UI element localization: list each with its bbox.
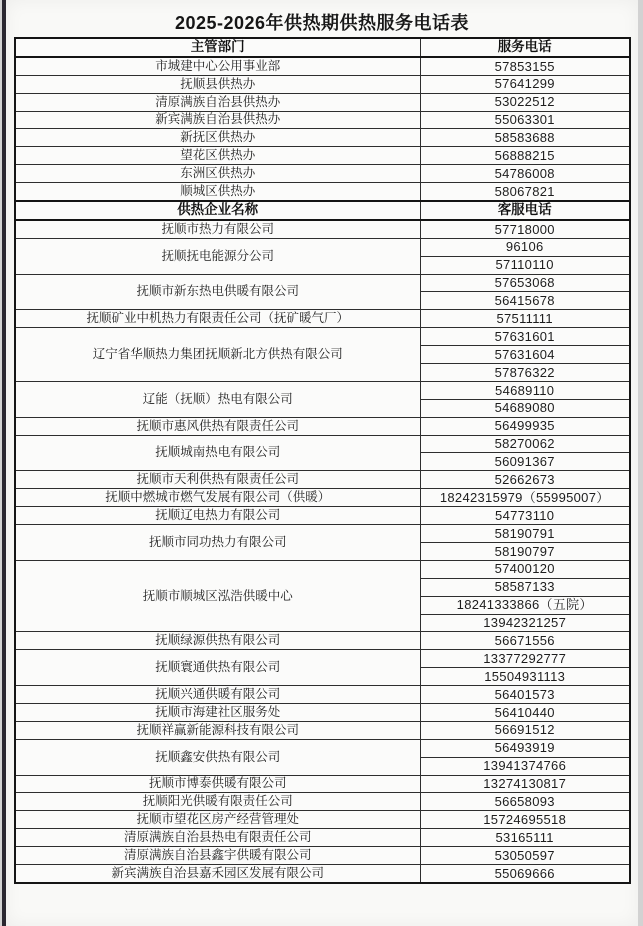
company-row — [15, 238, 630, 256]
company-phone-cell: 56415678 — [420, 292, 629, 310]
company-phone-cell: 56091367 — [420, 453, 629, 471]
company-name-cell: 清原满族自治县鑫宇供暖有限公司 — [15, 847, 421, 865]
company-name-cell: 辽宁省华顺热力集团抚顺新北方供热有限公司 — [15, 328, 421, 382]
company-phone-cell: 53050597 — [420, 847, 629, 865]
company-phone-cell: 57631601 — [420, 328, 629, 346]
department-row — [15, 165, 630, 183]
company-row — [15, 811, 630, 829]
company-name-cell: 抚顺城南热电有限公司 — [15, 435, 421, 471]
department-phone-cell: 54786008 — [420, 165, 629, 183]
department-row — [15, 183, 630, 201]
company-phone-cell: 56410440 — [420, 703, 629, 721]
company-phone-cell: 58190791 — [420, 525, 629, 543]
company-name-cell: 抚顺市惠风供热有限责任公司 — [15, 417, 421, 435]
company-name-cell: 抚顺矿业中机热力有限责任公司（抚矿暖气厂） — [15, 310, 421, 328]
company-name-cell: 抚顺市顺城区泓浩供暖中心 — [15, 560, 421, 632]
company-phone-cell: 18242315979（55995007） — [420, 489, 629, 507]
company-phone-cell: 58190797 — [420, 542, 629, 560]
company-row — [15, 381, 630, 399]
department-name-cell: 抚顺县供热办 — [15, 75, 421, 93]
company-phone-cell: 56493919 — [420, 739, 629, 757]
company-name-cell: 抚顺绿源供热有限公司 — [15, 632, 421, 650]
heating-phone-table — [14, 37, 631, 884]
company-phone-cell: 56401573 — [420, 686, 629, 704]
company-name-cell: 抚顺阳光供暖有限责任公司 — [15, 793, 421, 811]
company-section-phone-header: 客服电话 — [420, 201, 629, 220]
company-phone-cell: 57511111 — [420, 310, 629, 328]
company-phone-cell: 56658093 — [420, 793, 629, 811]
company-row — [15, 739, 630, 757]
company-row — [15, 864, 630, 882]
company-phone-cell: 57876322 — [420, 364, 629, 382]
company-phone-cell: 13942321257 — [420, 614, 629, 632]
company-row — [15, 686, 630, 704]
department-name-cell: 新宾满族自治县供热办 — [15, 111, 421, 129]
company-phone-cell: 18241333866（五院） — [420, 596, 629, 614]
department-name-cell: 清原满族自治县供热办 — [15, 93, 421, 111]
department-name-cell: 望花区供热办 — [15, 147, 421, 165]
department-phone-cell: 55063301 — [420, 111, 629, 129]
department-section-phone-header: 服务电话 — [420, 38, 629, 57]
department-phone-cell: 56888215 — [420, 147, 629, 165]
company-row — [15, 829, 630, 847]
company-row — [15, 775, 630, 793]
company-row — [15, 274, 630, 292]
company-name-cell: 抚顺中燃城市燃气发展有限公司（供暖） — [15, 489, 421, 507]
company-row — [15, 417, 630, 435]
company-name-cell: 抚顺抚电能源分公司 — [15, 238, 421, 274]
company-phone-cell: 53165111 — [420, 829, 629, 847]
company-phone-cell: 56671556 — [420, 632, 629, 650]
company-phone-cell: 57110110 — [420, 256, 629, 274]
company-row — [15, 525, 630, 543]
company-phone-cell: 54689080 — [420, 399, 629, 417]
company-row — [15, 220, 630, 238]
company-row — [15, 328, 630, 346]
company-phone-cell: 57718000 — [420, 220, 629, 238]
department-row — [15, 57, 630, 75]
company-name-cell: 抚顺市热力有限公司 — [15, 220, 421, 238]
company-phone-cell: 54689110 — [420, 381, 629, 399]
department-phone-cell: 58583688 — [420, 129, 629, 147]
company-name-cell: 抚顺鑫安供热有限公司 — [15, 739, 421, 775]
department-name-cell: 顺城区供热办 — [15, 183, 421, 201]
department-section-name-header: 主管部门 — [15, 38, 421, 57]
company-name-cell: 抚顺市海建社区服务处 — [15, 703, 421, 721]
company-phone-cell: 57400120 — [420, 560, 629, 578]
department-phone-cell: 58067821 — [420, 183, 629, 201]
department-row — [15, 93, 630, 111]
department-name-cell: 新抚区供热办 — [15, 129, 421, 147]
company-name-cell: 抚顺市新东热电供暖有限公司 — [15, 274, 421, 310]
company-name-cell: 抚顺市天利供热有限责任公司 — [15, 471, 421, 489]
company-phone-cell: 13274130817 — [420, 775, 629, 793]
company-name-cell: 抚顺市望花区房产经营管理处 — [15, 811, 421, 829]
company-section-name-header: 供热企业名称 — [15, 201, 421, 220]
company-phone-cell: 56499935 — [420, 417, 629, 435]
department-row — [15, 111, 630, 129]
document-page — [6, 0, 638, 926]
table-body — [15, 38, 630, 883]
company-section-header-row — [15, 201, 630, 220]
company-name-cell: 抚顺市博泰供暖有限公司 — [15, 775, 421, 793]
company-name-cell: 抚顺市同功热力有限公司 — [15, 525, 421, 561]
department-phone-cell: 53022512 — [420, 93, 629, 111]
company-name-cell: 抚顺兴通供暖有限公司 — [15, 686, 421, 704]
company-row — [15, 632, 630, 650]
company-phone-cell: 13941374766 — [420, 757, 629, 775]
company-name-cell: 辽能（抚顺）热电有限公司 — [15, 381, 421, 417]
company-row — [15, 507, 630, 525]
page-title: 2025-2026年供热期供热服务电话表 — [174, 13, 470, 33]
company-name-cell: 抚顺祥赢新能源科技有限公司 — [15, 721, 421, 739]
company-phone-cell: 15724695518 — [420, 811, 629, 829]
company-name-cell: 新宾满族自治县嘉禾园区发展有限公司 — [15, 864, 421, 882]
company-row — [15, 435, 630, 453]
department-name-cell: 东洲区供热办 — [15, 165, 421, 183]
company-row — [15, 793, 630, 811]
company-phone-cell: 54773110 — [420, 507, 629, 525]
company-phone-cell: 56691512 — [420, 721, 629, 739]
company-phone-cell: 15504931113 — [420, 668, 629, 686]
department-name-cell: 市城建中心公用事业部 — [15, 57, 421, 75]
department-row — [15, 147, 630, 165]
department-phone-cell: 57641299 — [420, 75, 629, 93]
company-row — [15, 703, 630, 721]
company-phone-cell: 58587133 — [420, 578, 629, 596]
company-row — [15, 560, 630, 578]
company-phone-cell: 55069666 — [420, 864, 629, 882]
company-phone-cell: 58270062 — [420, 435, 629, 453]
company-phone-cell: 52662673 — [420, 471, 629, 489]
company-phone-cell: 57631604 — [420, 346, 629, 364]
company-row — [15, 471, 630, 489]
department-phone-cell: 57853155 — [420, 57, 629, 75]
department-section-header-row — [15, 38, 630, 57]
department-row — [15, 75, 630, 93]
company-phone-cell: 57653068 — [420, 274, 629, 292]
company-name-cell: 清原满族自治县热电有限责任公司 — [15, 829, 421, 847]
department-row — [15, 129, 630, 147]
company-row — [15, 721, 630, 739]
company-phone-cell: 96106 — [420, 238, 629, 256]
company-row — [15, 310, 630, 328]
company-row — [15, 847, 630, 865]
company-name-cell: 抚顺辽电热力有限公司 — [15, 507, 421, 525]
company-row — [15, 489, 630, 507]
company-row — [15, 650, 630, 668]
company-phone-cell: 13377292777 — [420, 650, 629, 668]
company-name-cell: 抚顺寰通供热有限公司 — [15, 650, 421, 686]
